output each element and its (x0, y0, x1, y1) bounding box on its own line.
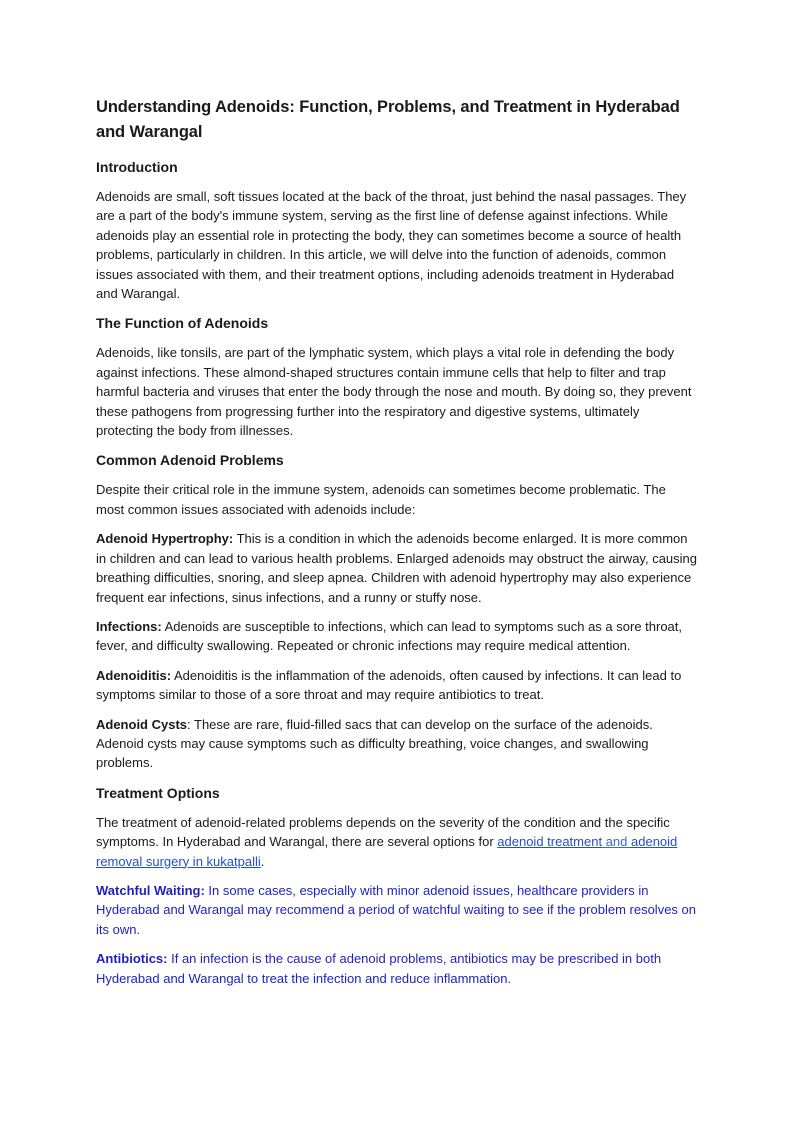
heading-problems: Common Adenoid Problems (96, 452, 284, 469)
problem-text: This is a condition in which the adenoids become enlarged. It is more common in children and can lead to various health problems. Enlarged adenoids may obstruct the airway, causing breathing difficulties, snoring, and sleep apnea. Children with adenoid hypertrophy may also experience frequent ear infections, sinus infections, and a runny or stuffy nose. (96, 531, 697, 605)
adenoid-treatment-link[interactable]: adenoid treatment (497, 834, 603, 850)
problem-term: Infections: (96, 618, 162, 634)
treatment-intro-text: The treatment of adenoid-related problems depends on the severity of the condition and the specific symptoms. In Hyderabad and Warangal, there are several options for (96, 814, 670, 850)
document-title: Understanding Adenoids: Function, Problems, and Treatment in Hyderabad and Warangal (96, 98, 680, 141)
heading-introduction: Introduction (96, 159, 178, 175)
problem-term: Adenoid Hypertrophy: (96, 531, 234, 547)
paragraph-problems-intro: Despite their critical role in the immune system, adenoids can sometimes become problematic. The most common issues associated with adenoids include: (96, 482, 666, 517)
paragraph-treatment-intro (96, 813, 697, 871)
problem-text: : These are rare, fluid-filled sacs that can develop on the surface of the adenoids. Adenoid cysts may cause symptoms such as difficulty breathing, voice changes, and swallowing problems. (96, 716, 653, 771)
treatment-term: Watchful Waiting: (96, 882, 205, 898)
paragraph-introduction: Adenoids are small, soft tissues located at the back of the throat, just behind the nasal passages. They are a part of the body's immune system, serving as the first line of defense against infections. While adenoids play an essential role in protecting the body, they can sometimes become a source of health problems, particularly in children. In this article, we will delve into the function of adenoids, common issues associated with them, and their treatment options, including adenoids treatment in Hyderabad and Warangal. (96, 189, 687, 302)
paragraph-function: Adenoids, like tonsils, are part of the lymphatic system, which plays a vital role in defending the body against infections. These almond-shaped structures contain immune cells that help to filter and trap harmful bacteria and viruses that enter the body through the nose and mouth. By doing so, they prevent these pathogens from progressing further into the respiratory and digestive systems, ultimately protecting the body from illnesses. (96, 345, 692, 439)
treatment-text: In some cases, especially with minor adenoid issues, healthcare providers in Hyderabad and Warangal may recommend a period of watchful waiting to see if the problem resolves on its own. (96, 882, 696, 937)
heading-treatment: Treatment Options (96, 784, 220, 801)
problem-text: Adenoiditis is the inflammation of the adenoids, often caused by infections. It can lead to symptoms similar to those of a sore throat and may require antibiotics to treat. (96, 667, 682, 703)
treatment-item-watchful-waiting (96, 881, 697, 939)
problem-text: Adenoids are susceptible to infections, which can lead to symptoms such as a sore throat, fever, and difficulty swallowing. Repeated or chronic infections may require medical attention. (96, 618, 683, 654)
treatment-intro-end: . (260, 853, 265, 869)
and-link-text[interactable]: and (602, 834, 631, 850)
problem-item-adenoiditis (96, 666, 697, 705)
problem-item-infections (96, 617, 697, 656)
adenoid-removal-surgery-link[interactable]: adenoid removal surgery in kukatpalli (96, 834, 678, 869)
treatment-term: Antibiotics: (96, 951, 168, 967)
problem-term: Adenoid Cysts (96, 716, 188, 732)
heading-function: The Function of Adenoids (96, 315, 269, 332)
treatment-item-antibiotics (96, 949, 697, 988)
treatment-text: If an infection is the cause of adenoid problems, antibiotics may be prescribed in both Hyderabad and Warangal to treat the infection and reduce inflammation. (96, 951, 662, 986)
problem-item-cysts (96, 715, 697, 773)
problem-term: Adenoiditis: (96, 667, 172, 683)
problem-item-hypertrophy (96, 529, 697, 607)
